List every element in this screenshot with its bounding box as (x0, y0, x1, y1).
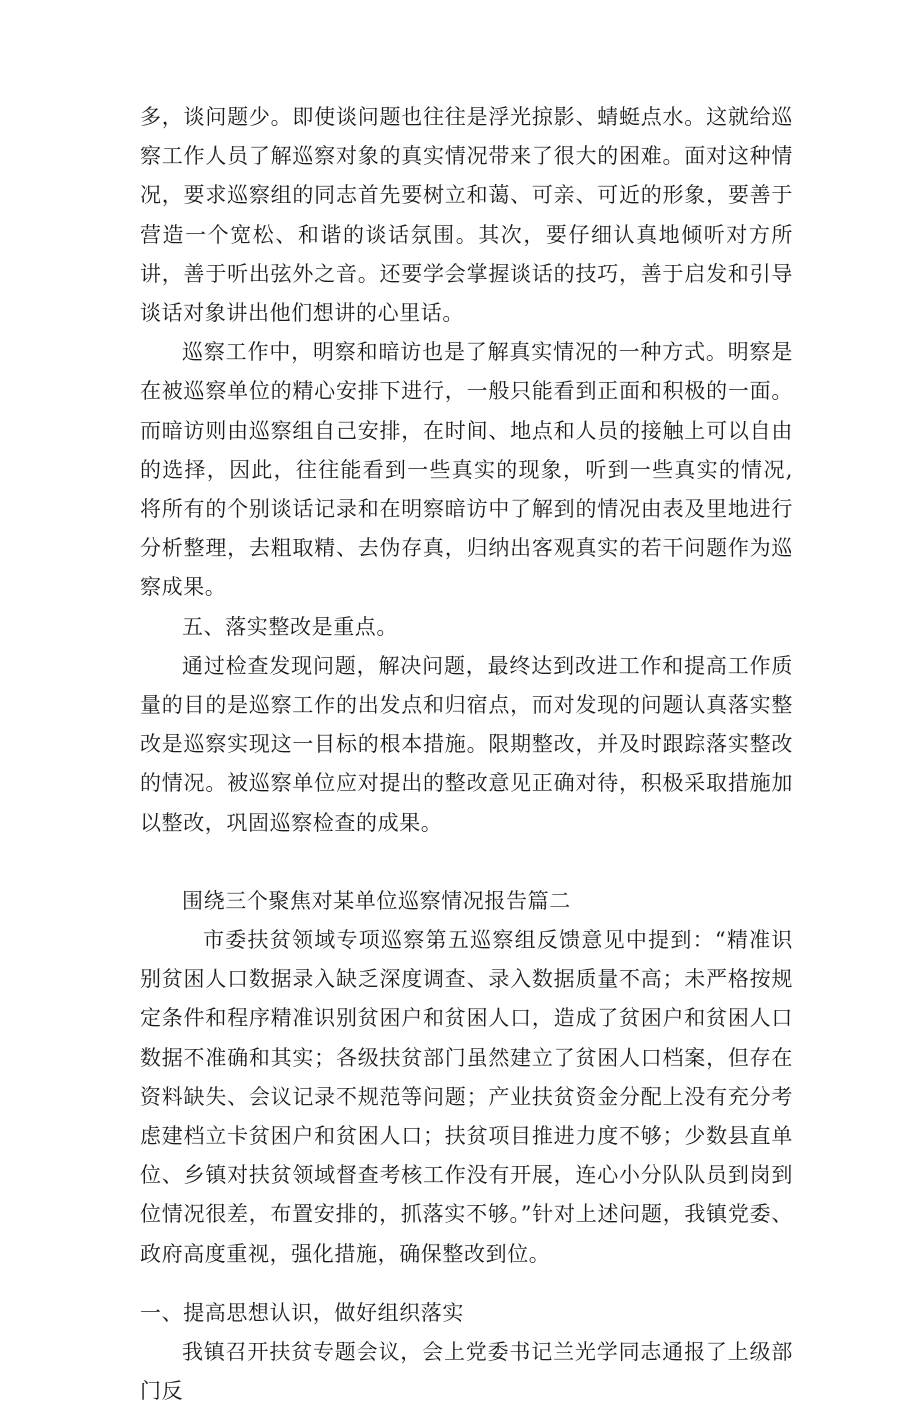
paragraph-interview-skills: 多，谈问题少。即使谈问题也往往是浮光掠影、蜻蜓点水。这就给巡察工作人员了解巡察对象的真实情况带来了很大的困难。面对这种情况，要求巡察组的同志首先要树立和蔼、可亲、可近的形象，要善于营造一个宽松、和谐的谈话氛围。其次，要仔细认真地倾听对方所讲，善于听出弦外之音。还要学会掌握谈话的技巧，善于启发和引导谈话对象讲出他们想讲的心里话。 (140, 105, 793, 326)
document-body (140, 98, 793, 1412)
paragraph-special-meeting: 我镇召开扶贫专题会议，会上党委书记兰光学同志通报了上级部门反 (140, 1340, 793, 1404)
paragraph-rectification: 通过检查发现问题，解决问题，最终达到改进工作和提高工作质量的目的是巡察工作的出发点和归宿点，而对发现的问题认真落实整改是巡察实现这一目标的根本措施。限期整改，并及时跟踪落实整改的情况。被巡察单位应对提出的整改意见正确对待，积极采取措施加以整改，巩固巡察检查的成果。 (140, 653, 793, 835)
paragraph-open-and-secret-inspection: 巡察工作中，明察和暗访也是了解真实情况的一种方式。明察是在被巡察单位的精心安排下进行，一般只能看到正面和积极的一面。而暗访则由巡察组自己安排，在时间、地点和人员的接触上可以自由的选择，因此，往往能看到一些真实的现象，听到一些真实的情况,将所有的个别谈话记录和在明察暗访中了解到的情况由表及里地进行分析整理，去粗取精、去伪存真，归纳出客观真实的若干问题作为巡察成果。 (140, 340, 793, 600)
paragraph-feedback-quote: 市委扶贫领域专项巡察第五巡察组反馈意见中提到：“精准识别贫困人口数据录入缺乏深度调查、录入数据质量不高；未严格按规定条件和程序精准识别贫困户和贫困人口，造成了贫困户和贫困人口数据不准确和其实；各级扶贫部门虽然建立了贫困人口档案，但存在资料缺失、会议记录不规范等问题；产业扶贫资金分配上没有充分考虑建档立卡贫困户和贫困人口；扶贫项目推进力度不够；少数县直单位、乡镇对扶贫领域督查考核工作没有开展，连心小分队队员到岗到位情况很差，布置安排的，抓落实不够。”针对上述问题，我镇党委、政府高度重视，强化措施，确保整改到位。 (140, 928, 793, 1266)
heading-rectification-focus: 五、落实整改是重点。 (182, 614, 398, 639)
heading-ideological-awareness: 一、提高思想认识，做好组织落实 (140, 1300, 464, 1325)
section-title: 围绕三个聚焦对某单位巡察情况报告篇二 (182, 888, 571, 913)
